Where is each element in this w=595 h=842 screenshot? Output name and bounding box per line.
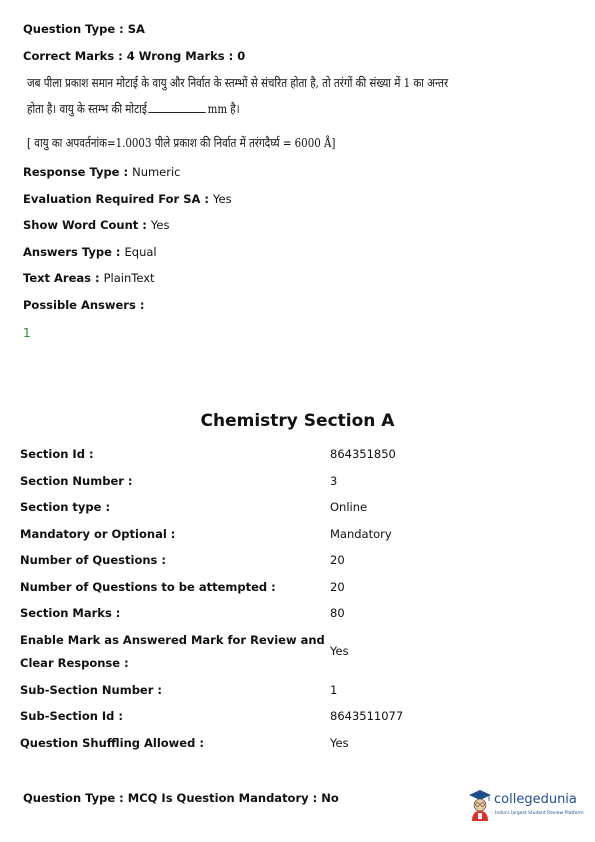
response-type-line bbox=[23, 165, 181, 179]
answer-blank bbox=[149, 112, 206, 113]
section-marks-value: 80 bbox=[330, 606, 345, 620]
enable-mark-value: Yes bbox=[330, 644, 349, 658]
possible-answers-label: Possible Answers : bbox=[23, 298, 145, 312]
question-text-line-2-end: mm है। bbox=[207, 101, 240, 116]
answers-type-line bbox=[23, 245, 157, 259]
response-type-label: Response Type : bbox=[23, 165, 133, 179]
mandatory-optional-value: Mandatory bbox=[330, 527, 392, 541]
number-of-questions-label: Number of Questions : bbox=[20, 553, 166, 567]
response-type-value: Numeric bbox=[132, 165, 181, 179]
question-shuffling-value: Yes bbox=[330, 736, 349, 750]
enable-mark-label-line-2: Clear Response : bbox=[20, 656, 129, 670]
logo-wordmark: collegedunia bbox=[494, 792, 577, 807]
show-word-count-label: Show Word Count : bbox=[23, 218, 151, 232]
question-text-line-2-start: होता है। वायु के स्तम्भ की मोटाई bbox=[27, 101, 147, 116]
collegedunia-logo bbox=[466, 787, 584, 825]
section-title: Chemistry Section A bbox=[200, 411, 395, 431]
section-number-label: Section Number : bbox=[20, 474, 133, 488]
question-text-line-3: [ वायु का अपवर्तनांक=1.0003 पीले प्रकाश की निर्वात में तरंगदैर्घ्य = 6000 Å] bbox=[27, 135, 336, 150]
question-shuffling-label: Question Shuffling Allowed : bbox=[20, 736, 204, 750]
sub-section-id-label: Sub-Section Id : bbox=[20, 709, 124, 723]
questions-to-attempt-label: Number of Questions to be attempted : bbox=[20, 580, 276, 594]
text-areas-label: Text Areas : bbox=[23, 271, 104, 285]
question-type-line bbox=[23, 22, 145, 36]
question-text-line-2 bbox=[27, 100, 240, 117]
answers-type-value: Equal bbox=[124, 245, 157, 259]
show-word-count-value: Yes bbox=[150, 218, 170, 232]
evaluation-required-line bbox=[23, 192, 232, 206]
section-id-value: 864351850 bbox=[330, 447, 396, 461]
section-id-label: Section Id : bbox=[20, 447, 94, 461]
section-type-value: Online bbox=[330, 500, 368, 514]
evaluation-required-label: Evaluation Required For SA : bbox=[23, 192, 214, 206]
show-word-count-line bbox=[23, 218, 169, 232]
marks-line: Correct Marks : 4 Wrong Marks : 0 bbox=[23, 49, 246, 63]
text-areas-line bbox=[23, 271, 155, 285]
mandatory-optional-label: Mandatory or Optional : bbox=[20, 527, 176, 541]
question-type-value: SA bbox=[127, 22, 145, 36]
sub-section-number-value: 1 bbox=[330, 683, 338, 697]
logo-tagline: India's largest Student Review Platform bbox=[495, 811, 584, 816]
section-number-value: 3 bbox=[330, 474, 338, 488]
enable-mark-label-line-1: Enable Mark as Answered Mark for Review and bbox=[20, 633, 325, 647]
possible-answer-value: 1 bbox=[23, 326, 31, 340]
number-of-questions-value: 20 bbox=[330, 553, 345, 567]
next-question-type-line: Question Type : MCQ Is Question Mandatory : No bbox=[23, 791, 339, 805]
section-marks-label: Section Marks : bbox=[20, 606, 121, 620]
student-mascot-icon bbox=[466, 787, 494, 823]
answers-type-label: Answers Type : bbox=[23, 245, 125, 259]
text-areas-value: PlainText bbox=[103, 271, 155, 285]
evaluation-required-value: Yes bbox=[213, 192, 232, 206]
section-type-label: Section type : bbox=[20, 500, 111, 514]
questions-to-attempt-value: 20 bbox=[330, 580, 345, 594]
question-text-line-1: जब पीला प्रकाश समान मोटाई के वायु और निर्वात के स्तम्भों से संचरित होता है, तो तरंगों की संख्या में 1 का अन्तर bbox=[27, 75, 449, 90]
question-type-label: Question Type : bbox=[23, 22, 128, 36]
sub-section-number-label: Sub-Section Number : bbox=[20, 683, 163, 697]
sub-section-id-value: 8643511077 bbox=[330, 709, 404, 723]
